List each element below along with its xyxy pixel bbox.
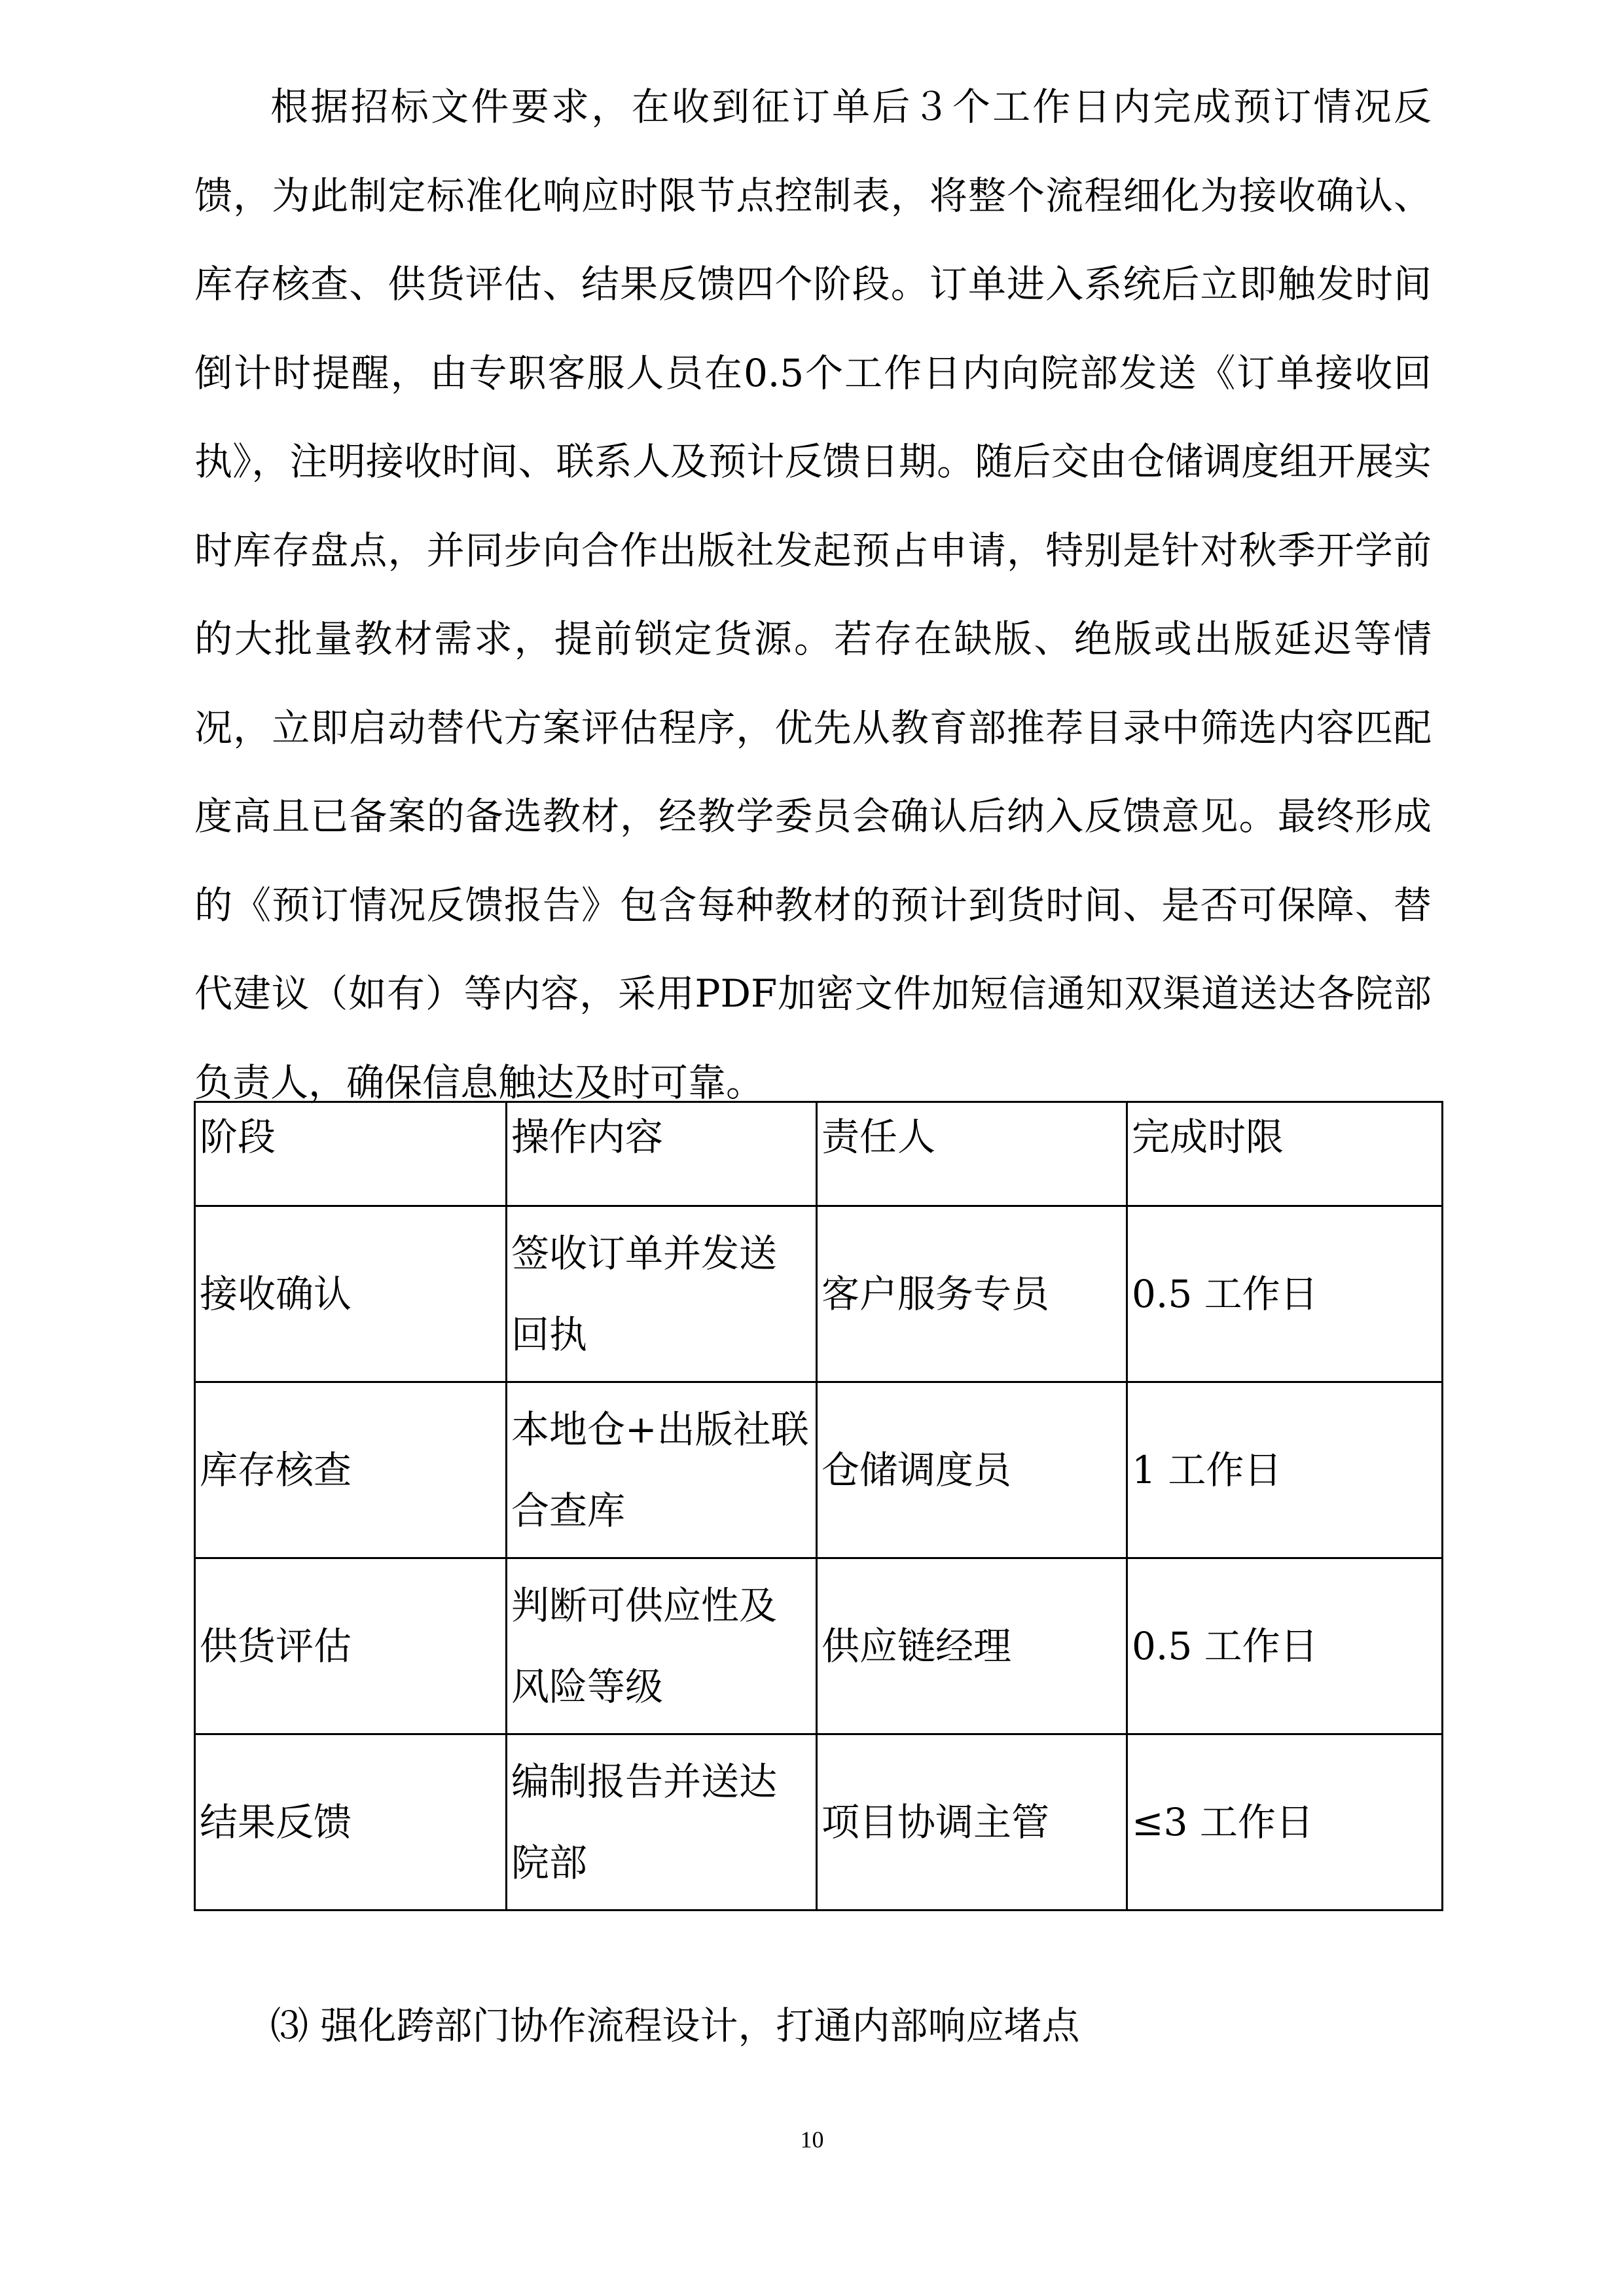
header-stage: 阶段 bbox=[195, 1102, 507, 1206]
cell-operation-line1: 判断可供应性及 bbox=[511, 1583, 778, 1628]
cell-stage: 结果反馈 bbox=[195, 1734, 507, 1910]
cell-operation-line1: 签收订单并发送 bbox=[511, 1231, 778, 1276]
cell-operation-line2: 院部 bbox=[511, 1840, 588, 1885]
cell-operation bbox=[507, 1734, 817, 1910]
table-row bbox=[195, 1558, 1443, 1734]
cell-owner: 供应链经理 bbox=[817, 1558, 1127, 1734]
cell-time-limit: 0.5 工作日 bbox=[1127, 1558, 1443, 1734]
cell-owner: 项目协调主管 bbox=[817, 1734, 1127, 1910]
cell-operation-line2: 回执 bbox=[511, 1312, 588, 1357]
table-header-row bbox=[195, 1102, 1443, 1206]
cell-operation bbox=[507, 1558, 817, 1734]
cell-stage: 接收确认 bbox=[195, 1206, 507, 1382]
cell-operation-line2: 风险等级 bbox=[511, 1664, 664, 1709]
page-number: 10 bbox=[800, 2126, 824, 2153]
body-paragraph: 根据招标文件要求，在收到征订单后３个工作日内完成预订情况反馈，为此制定标准化响应时限节点控制表，将整个流程细化为接收确认、库存核查、供货评估、结果反馈四个阶段。订单进入系统后立即触发时间倒计时提醒，由专职客服人员在0.5个工作日内向院部发送《订单接收回执》，注明接收时间、联系人及预计反馈日期。随后交由仓储调度组开展实时库存盘点，并同步向合作出版社发起预占申请，特别是针对秋季开学前的大批量教材需求，提前锁定货源。若存在缺版、绝版或出版延迟等情况，立即启动替代方案评估程序，优先从教育部推荐目录中筛选内容匹配度高且已备案的备选教材，经教学委员会确认后纳入反馈意见。最终形成的《预订情况反馈报告》包含每种教材的预计到货时间、是否可保障、替代建议（如有）等内容，采用PDF加密文件加短信通知双渠道送达各院部负责人，确保信息触达及时可靠。 bbox=[194, 84, 1432, 1105]
cell-operation bbox=[507, 1206, 817, 1382]
cell-stage: 库存核查 bbox=[195, 1382, 507, 1558]
header-time-limit: 完成时限 bbox=[1127, 1102, 1443, 1206]
table-row bbox=[195, 1382, 1443, 1558]
cell-owner: 客户服务专员 bbox=[817, 1206, 1127, 1382]
cell-operation bbox=[507, 1382, 817, 1558]
cell-time-limit: ≤3 工作日 bbox=[1127, 1734, 1443, 1910]
section-subheading: ⑶ 强化跨部门协作流程设计，打通内部响应堵点 bbox=[270, 2003, 1080, 2048]
table-row bbox=[195, 1206, 1443, 1382]
header-operation: 操作内容 bbox=[507, 1102, 817, 1206]
cell-operation-line1: 编制报告并送达 bbox=[511, 1759, 778, 1804]
header-owner: 责任人 bbox=[817, 1102, 1127, 1206]
cell-stage: 供货评估 bbox=[195, 1558, 507, 1734]
response-time-table bbox=[194, 1101, 1443, 1911]
cell-time-limit: 0.5 工作日 bbox=[1127, 1206, 1443, 1382]
cell-time-limit: 1 工作日 bbox=[1127, 1382, 1443, 1558]
cell-owner: 仓储调度员 bbox=[817, 1382, 1127, 1558]
cell-operation-line2: 合查库 bbox=[511, 1488, 626, 1533]
cell-operation-line1: 本地仓+出版社联 bbox=[511, 1407, 809, 1452]
table-row bbox=[195, 1734, 1443, 1910]
